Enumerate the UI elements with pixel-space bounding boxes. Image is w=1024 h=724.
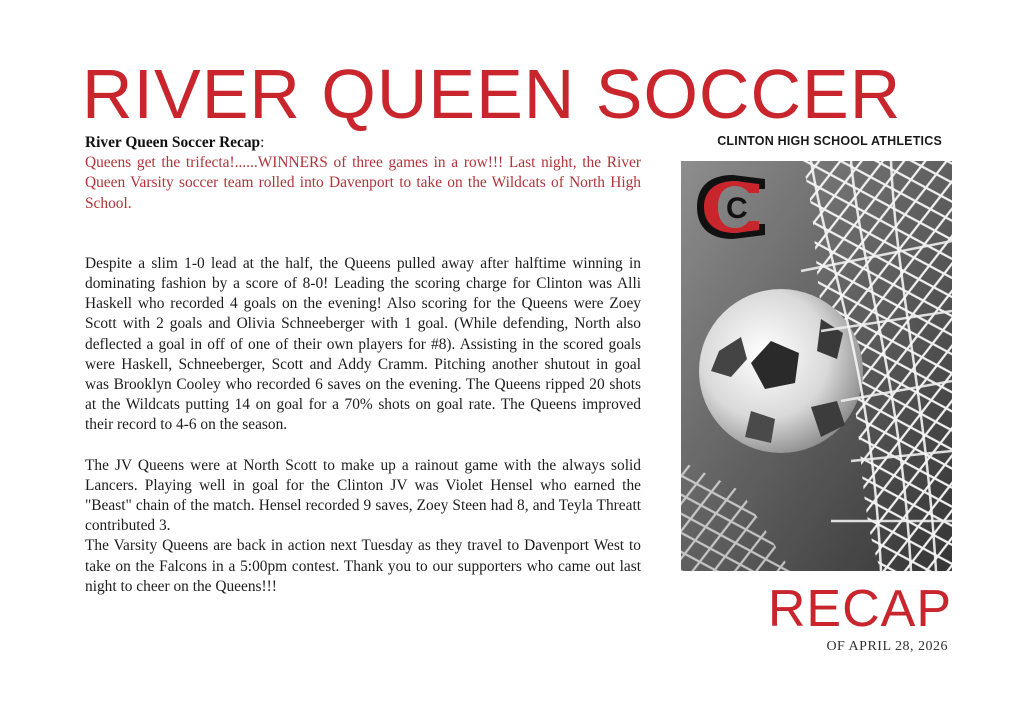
- article-body: [85, 133, 641, 597]
- recap-heading: [85, 133, 641, 153]
- intro-paragraph: Queens get the trifecta!......WINNERS of three games in a row!!! Last night, the River Queen Varsity soccer team rolled into Davenport to take on the Wildcats of North High School.: [85, 154, 641, 212]
- school-subtitle: CLINTON HIGH SCHOOL ATHLETICS: [717, 134, 942, 148]
- varsity-paragraph: Despite a slim 1-0 lead at the half, the Queens pulled away after halftime winning in dominating fashion by a score of 8-0! Leading the scoring charge for Clinton was Alli Haskell who recorded 4 goals on the evening! Also scoring for the Queens were Zoey Scott with 2 goals and Olivia Schneeberger with 1 goal. (While defending, North also deflected a goal in off of one of their own players for #8). Assisting in the scored goals were Haskell, Schneeberger, Scott and Addy Cramm. Pitching another shutout in goal was Brooklyn Cooley who recorded 6 saves on the evening. The Queens ripped 20 shots at the Wildcats putting 14 on goal for a 70% shots on goal rate. The Queens improved their record to 4-6 on the season.: [85, 254, 641, 434]
- recap-date: OF APRIL 28, 2026: [826, 639, 948, 654]
- recap-colon: :: [260, 134, 265, 151]
- soccer-net-photo: [681, 161, 952, 571]
- soccer-ball: [699, 289, 863, 453]
- recap-label: River Queen Soccer Recap: [85, 134, 261, 151]
- logo-letter: C: [726, 192, 748, 225]
- jv-paragraph: The JV Queens were at North Scott to make up a rainout game with the always solid Lancers. Playing well in goal for the Clinton JV was Violet Hensel who earned the "Beast" chain of the match. Hensel recorded 9 saves, Zoey Steen had 8, and Teyla Threatt contributed 3.: [85, 456, 641, 535]
- recap-word: RECAP: [767, 580, 952, 638]
- next-game-paragraph: The Varsity Queens are back in action next Tuesday as they travel to Davenport West to take on the Falcons in a 5:00pm contest. Thank you to our supporters who came out last night to cheer on the Queens!!!: [85, 537, 641, 595]
- page-title: RIVER QUEEN SOCCER: [82, 55, 902, 133]
